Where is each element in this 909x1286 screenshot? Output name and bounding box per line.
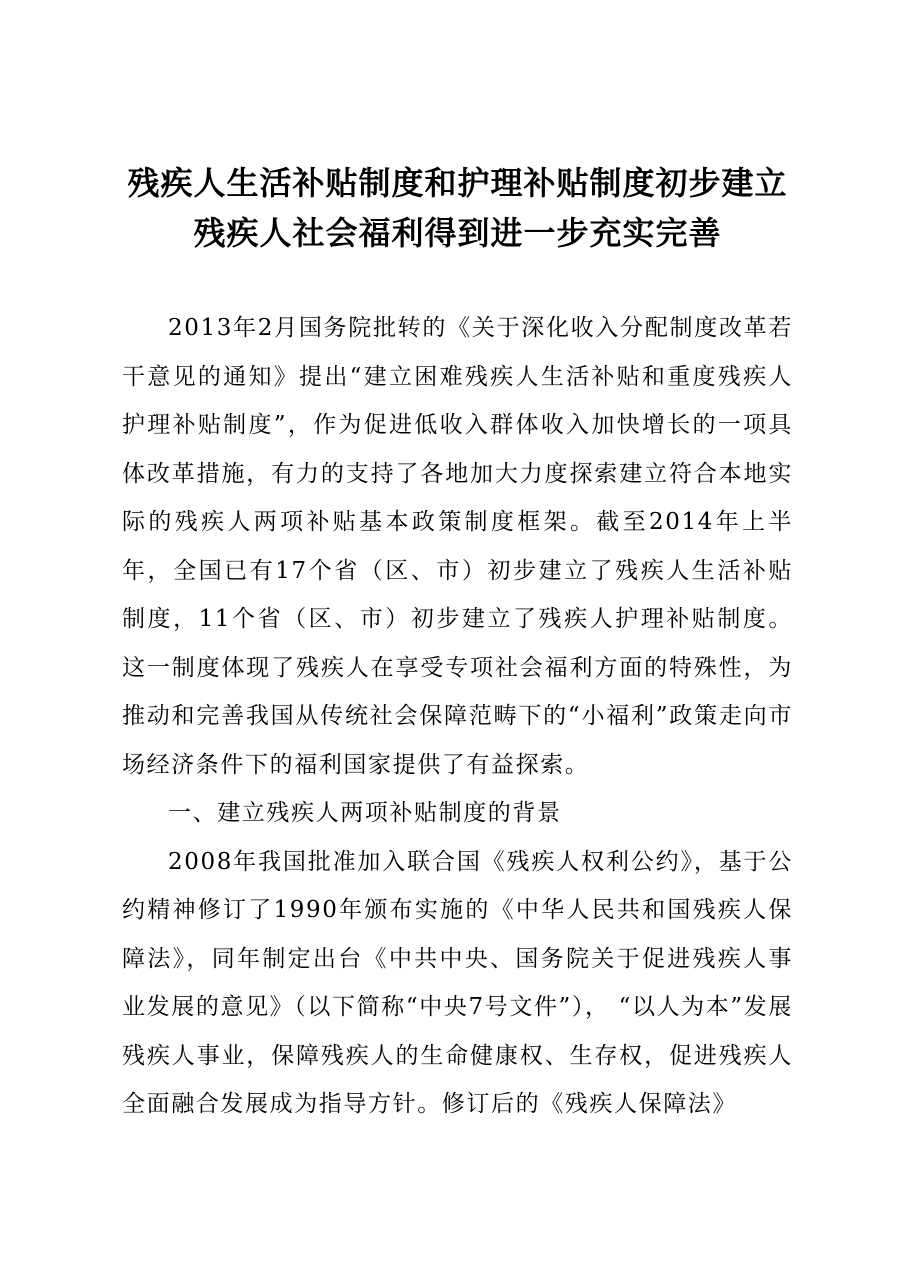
section-heading-background: 一、建立残疾人两项补贴制度的背景 bbox=[168, 800, 562, 826]
title-line-2: 残疾人社会福利得到进一步充实完善 bbox=[193, 214, 722, 252]
title-line-1: 残疾人生活补贴制度和护理补贴制度初步建立 bbox=[127, 164, 788, 202]
paragraph-background: 2008年我国批准加入联合国《残疾人权利公约》，基于公约精神修订了1990年颁布实施的《中华人民共和国残疾人保障法》，同年制定出台《中共中央、国务院关于促进残疾人事业发展的意见》（以下简称“中央7号文件”）， “以人为本”发展残疾人事业，保障残疾人的生命健康权、生存权，促进残疾人全面融合发展成为指导方针。修订后的《残疾人保障法》 bbox=[122, 848, 793, 1117]
document-title bbox=[122, 158, 793, 258]
document-body bbox=[122, 304, 793, 1129]
paragraph-intro: 2013年2月国务院批转的《关于深化收入分配制度改革若干意见的通知》提出“建立困难残疾人生活补贴和重度残疾人护理补贴制度”，作为促进低收入群体收入加快增长的一项具体改革措施，有力的支持了各地加大力度探索建立符合本地实际的残疾人两项补贴基本政策制度框架。截至2014年上半年，全国已有17个省（区、市）初步建立了残疾人生活补贴制度，11个省（区、市）初步建立了残疾人护理补贴制度。这一制度体现了残疾人在享受专项社会福利方面的特殊性，为推动和完善我国从传统社会保障范畴下的“小福利”政策走向市场经济条件下的福利国家提供了有益探索。 bbox=[122, 315, 793, 778]
